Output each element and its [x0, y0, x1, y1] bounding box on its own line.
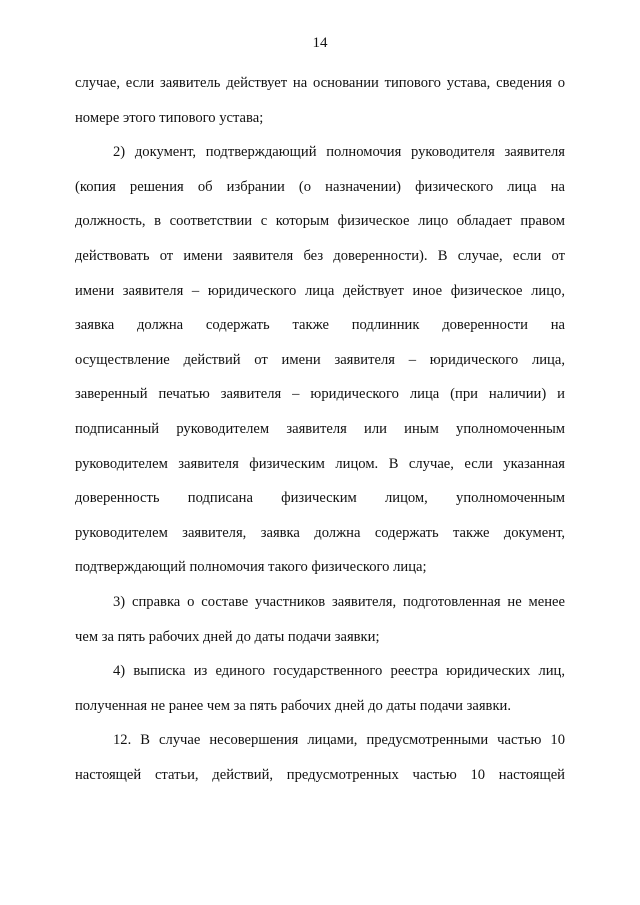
list-item-3: 3) справка о составе участников заявителя, подготовленная не менее	[113, 593, 565, 610]
text-line: заявка должна содержать также подлинник доверенности на	[75, 317, 565, 334]
text-line: настоящей статьи, действий, предусмотренных частью 10 настоящей	[75, 766, 565, 783]
list-item-2: 2) документ, подтверждающий полномочия руководителя заявителя	[113, 144, 565, 161]
text-line: случае, если заявитель действует на основании типового устава, сведения о	[75, 75, 565, 91]
section-12: 12. В случае несовершения лицами, предусмотренными частью 10	[113, 732, 565, 749]
text-line: полученная не ранее чем за пять рабочих дней до даты подачи заявки.	[75, 697, 511, 714]
text-line: руководителем заявителя, заявка должна содержать также документ,	[75, 524, 565, 541]
text-line: чем за пять рабочих дней до даты подачи заявки;	[75, 628, 380, 645]
text-line: действовать от имени заявителя без доверенности). В случае, если от	[75, 247, 565, 264]
text-line: (копия решения об избрании (о назначении) физического лица на	[75, 178, 565, 195]
text-line: осуществление действий от имени заявителя – юридического лица,	[75, 351, 565, 368]
document-body	[75, 73, 565, 799]
text-line: доверенность подписана физическим лицом, уполномоченным	[75, 490, 565, 507]
text-line: подтверждающий полномочия такого физического лица;	[75, 559, 427, 576]
text-line: руководителем заявителя физическим лицом. В случае, если указанная	[75, 455, 565, 472]
text-line: имени заявителя – юридического лица действует иное физическое лицо,	[75, 282, 565, 299]
text-line: номере этого типового устава;	[75, 109, 264, 126]
text-line: заверенный печатью заявителя – юридического лица (при наличии) и	[75, 386, 565, 403]
text-line: должность, в соответствии с которым физическое лицо обладает правом	[75, 213, 565, 230]
text-line: подписанный руководителем заявителя или иным уполномоченным	[75, 420, 565, 437]
page-number: 14	[312, 35, 328, 51]
list-item-4: 4) выписка из единого государственного реестра юридических лиц,	[113, 663, 565, 680]
